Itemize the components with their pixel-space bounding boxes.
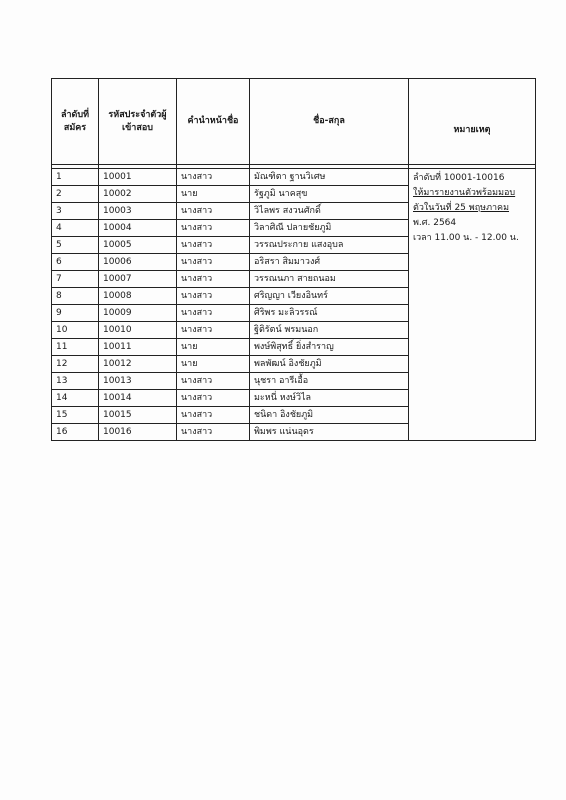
cell-seq: 11 <box>52 339 99 356</box>
cell-prefix: นาย <box>177 339 250 356</box>
cell-prefix: นาย <box>177 356 250 373</box>
header-name: ชื่อ-สกุล <box>250 79 409 165</box>
header-remark: หมายเหตุ <box>409 79 536 165</box>
cell-seq: 6 <box>52 254 99 271</box>
applicant-roster-table <box>51 78 536 441</box>
cell-prefix: นางสาว <box>177 322 250 339</box>
cell-prefix: นางสาว <box>177 271 250 288</box>
cell-code: 10015 <box>99 407 177 424</box>
cell-name: พิมพร แน่นอุดร <box>250 424 409 441</box>
cell-prefix: นางสาว <box>177 203 250 220</box>
cell-seq: 7 <box>52 271 99 288</box>
cell-prefix: นางสาว <box>177 237 250 254</box>
cell-seq: 15 <box>52 407 99 424</box>
table-row <box>52 169 536 186</box>
cell-code: 10013 <box>99 373 177 390</box>
cell-code: 10011 <box>99 339 177 356</box>
cell-code: 10005 <box>99 237 177 254</box>
cell-code: 10014 <box>99 390 177 407</box>
cell-seq: 9 <box>52 305 99 322</box>
cell-seq: 8 <box>52 288 99 305</box>
cell-name: ศิริพร มะลิวรรณ์ <box>250 305 409 322</box>
cell-name: รัฐภูมิ นาคสุข <box>250 186 409 203</box>
remark-line2: ให้มารายงานตัวพร้อมมอบ <box>413 188 516 198</box>
table-body <box>52 165 536 441</box>
cell-prefix: นางสาว <box>177 424 250 441</box>
cell-name: มัณฑิตา ฐานวิเศษ <box>250 169 409 186</box>
cell-seq: 12 <box>52 356 99 373</box>
cell-name: ศริญญา เวียงอินทร์ <box>250 288 409 305</box>
cell-code: 10001 <box>99 169 177 186</box>
cell-seq: 10 <box>52 322 99 339</box>
cell-name: พงษ์พิสุทธิ์ ยิ่งสำราญ <box>250 339 409 356</box>
cell-prefix: นางสาว <box>177 373 250 390</box>
cell-prefix: นางสาว <box>177 305 250 322</box>
cell-name: อริสรา สิมมาวงศ์ <box>250 254 409 271</box>
cell-name: พลพัฒน์ อิงชัยภูมิ <box>250 356 409 373</box>
header-prefix: คำนำหน้าชื่อ <box>177 79 250 165</box>
cell-name: นุชรา อารีเอื้อ <box>250 373 409 390</box>
cell-name: วรรณนภา สายถนอม <box>250 271 409 288</box>
remark-line4: พ.ศ. 2564 <box>413 218 457 228</box>
cell-prefix: นาย <box>177 186 250 203</box>
cell-seq: 16 <box>52 424 99 441</box>
header-code: รหัสประจำตัวผู้ เข้าสอบ <box>99 79 177 165</box>
cell-code: 10006 <box>99 254 177 271</box>
cell-name: ชนิดา อิงชัยภูมิ <box>250 407 409 424</box>
header-seq: ลำดับที่ สมัคร <box>52 79 99 165</box>
cell-prefix: นางสาว <box>177 407 250 424</box>
cell-code: 10012 <box>99 356 177 373</box>
cell-code: 10002 <box>99 186 177 203</box>
cell-code: 10003 <box>99 203 177 220</box>
remark-cell <box>409 169 536 441</box>
cell-prefix: นางสาว <box>177 169 250 186</box>
remark-line3: ตัวในวันที่ 25 พฤษภาคม <box>413 203 510 213</box>
cell-seq: 1 <box>52 169 99 186</box>
cell-name: วรรณประกาย แสงอุบล <box>250 237 409 254</box>
cell-seq: 5 <box>52 237 99 254</box>
cell-name: วิไลพร สงวนศักดิ์ <box>250 203 409 220</box>
cell-name: ฐิติรัตน์ พรมนอก <box>250 322 409 339</box>
remark-line1: ลำดับที่ 10001-10016 <box>413 173 505 183</box>
cell-name: มะหนี่ หงษ์วิไล <box>250 390 409 407</box>
cell-code: 10010 <box>99 322 177 339</box>
cell-seq: 4 <box>52 220 99 237</box>
cell-code: 10007 <box>99 271 177 288</box>
cell-seq: 2 <box>52 186 99 203</box>
remark-line5: เวลา 11.00 น. - 12.00 น. <box>413 233 519 243</box>
cell-prefix: นางสาว <box>177 390 250 407</box>
cell-prefix: นางสาว <box>177 220 250 237</box>
cell-code: 10004 <box>99 220 177 237</box>
cell-prefix: นางสาว <box>177 288 250 305</box>
cell-code: 10016 <box>99 424 177 441</box>
cell-seq: 14 <box>52 390 99 407</box>
cell-prefix: นางสาว <box>177 254 250 271</box>
cell-seq: 13 <box>52 373 99 390</box>
header-row <box>52 79 536 165</box>
cell-code: 10009 <box>99 305 177 322</box>
table-header <box>52 79 536 165</box>
cell-code: 10008 <box>99 288 177 305</box>
cell-seq: 3 <box>52 203 99 220</box>
cell-name: วิลาศิณี ปลายชัยภูมิ <box>250 220 409 237</box>
